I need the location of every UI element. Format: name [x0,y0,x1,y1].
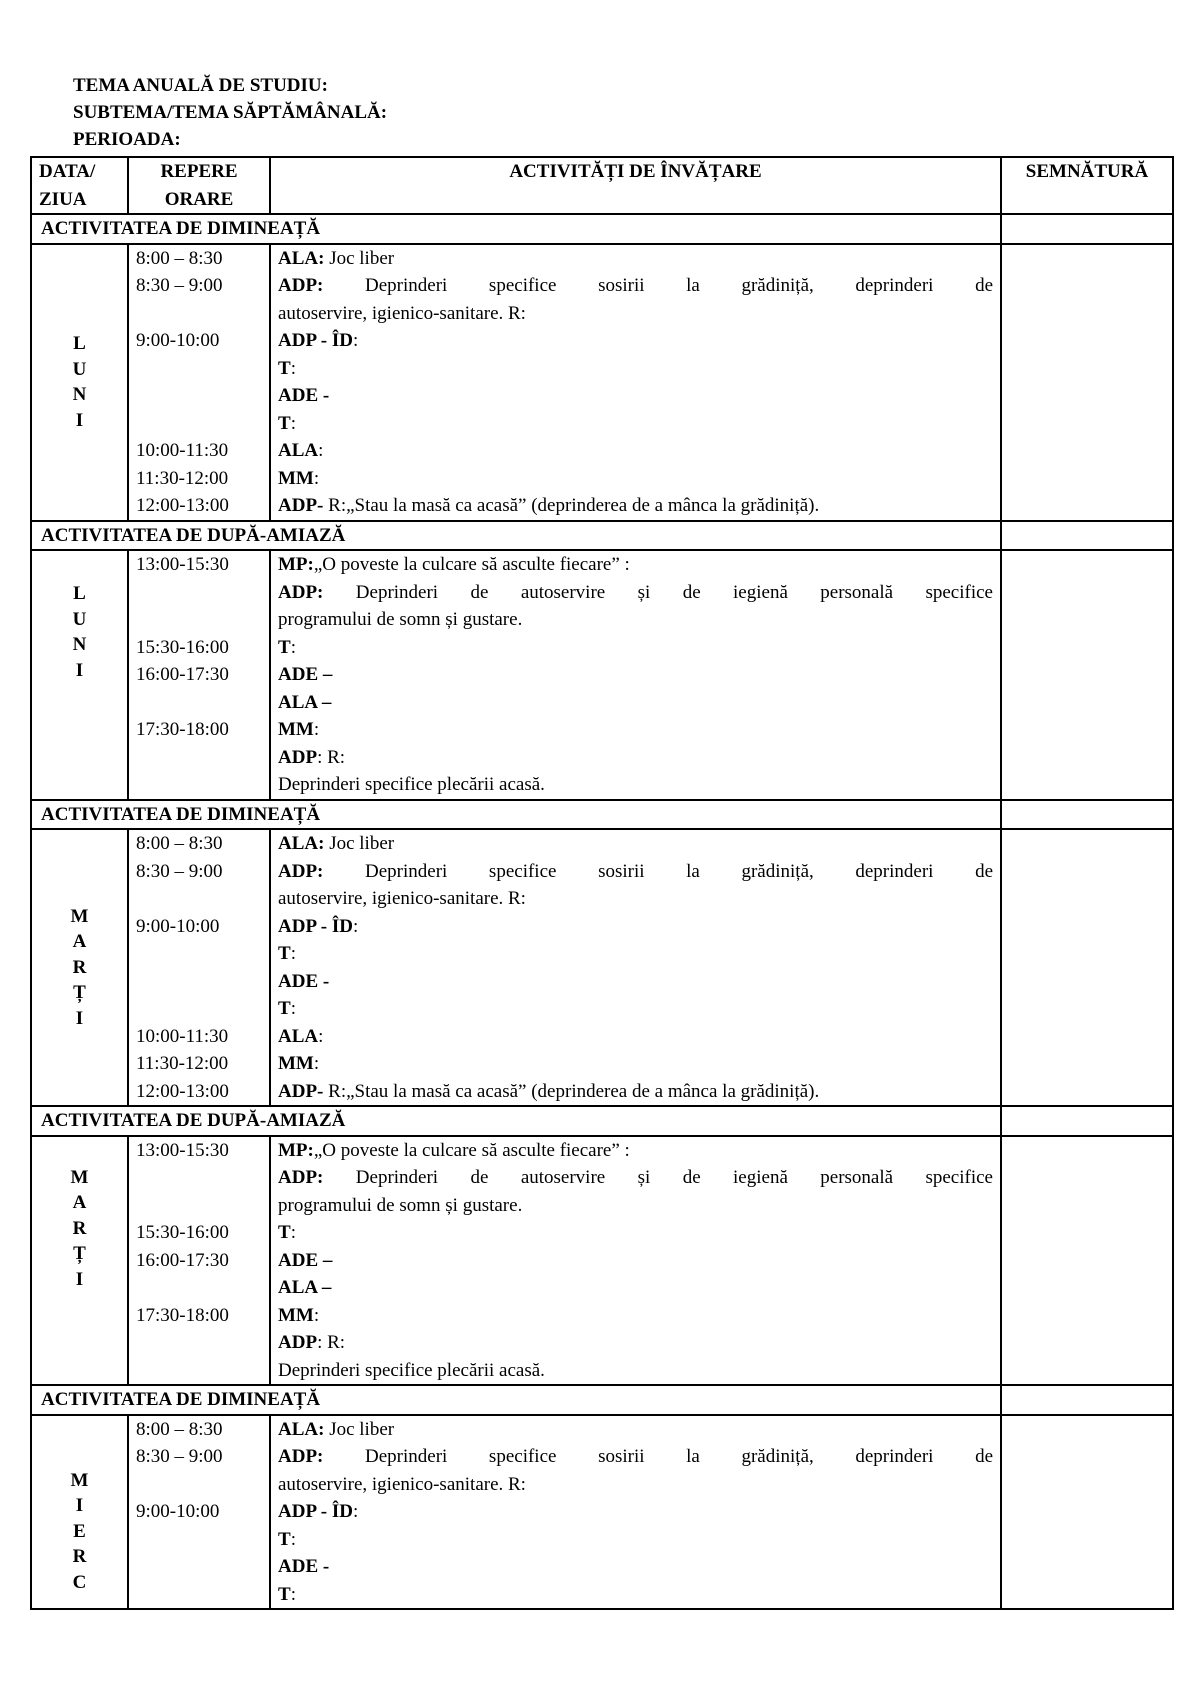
signature-cell[interactable] [1001,1136,1173,1386]
table-row [31,244,1173,521]
section-title: ACTIVITATEA DE DUPĂ-AMIAZĂ [31,1106,1001,1136]
signature-cell[interactable] [1001,550,1173,800]
section-row [31,800,1173,830]
schedule-table [30,156,1174,1610]
time-cell: 13:00-15:30 15:30-16:00 16:00-17:30 17:30-18:00 [128,1136,270,1386]
period-label: PERIOADA: [73,129,181,150]
annual-theme-label: TEMA ANUALĂ DE STUDIU: [73,75,328,96]
col-header-date: DATA/ ZIUA [31,157,128,214]
day-label: L U N I [31,244,128,521]
time-cell: 13:00-15:30 15:30-16:00 16:00-17:30 17:30-18:00 [128,550,270,800]
table-row [31,1415,1173,1610]
section-title: ACTIVITATEA DE DUPĂ-AMIAZĂ [31,521,1001,551]
signature-cell[interactable] [1001,829,1173,1106]
activities-cell: ALA: Joc liber ADP: Deprinderi specifice sosirii la grădiniță, deprinderi de autoservire, igienico-sanitare. R: ADP - ÎD: T: ADE - T: [270,1415,1001,1610]
col-header-time: REPERE ORARE [128,157,270,214]
section-row [31,1106,1173,1136]
section-title: ACTIVITATEA DE DIMINEAȚĂ [31,800,1001,830]
day-label: M A R Ț I [31,829,128,1106]
day-label: L U N I [31,550,128,800]
signature-cell[interactable] [1001,800,1173,830]
document-header [73,72,387,153]
subtheme-label: SUBTEMA/TEMA SĂPTĂMÂNALĂ: [73,102,388,123]
signature-cell[interactable] [1001,244,1173,521]
table-row [31,550,1173,800]
section-row [31,521,1173,551]
signature-cell[interactable] [1001,1106,1173,1136]
table-row [31,829,1173,1106]
table-row [31,1136,1173,1386]
table-header-row [31,157,1173,214]
signature-cell[interactable] [1001,214,1173,244]
day-label: M A R Ț I [31,1136,128,1386]
signature-cell[interactable] [1001,1385,1173,1415]
col-header-activities: ACTIVITĂȚI DE ÎNVĂȚARE [270,157,1001,214]
activities-cell: MP:„O poveste la culcare să asculte fiecare” : ADP: Deprinderi de autoservire și de iegienă personală specifice programului de somn și gustare. T: ADE – ALA – MM: ADP: R: Deprinderi specifice plecării acasă. [270,1136,1001,1386]
time-cell: 8:00 – 8:30 8:30 – 9:00 9:00-10:00 [128,1415,270,1610]
time-cell: 8:00 – 8:30 8:30 – 9:00 9:00-10:00 10:00-11:30 11:30-12:00 12:00-13:00 [128,829,270,1106]
activities-cell: ALA: Joc liber ADP: Deprinderi specifice sosirii la grădiniță, deprinderi de autoservire, igienico-sanitare. R: ADP - ÎD: T: ADE - T: ALA: MM: ADP- R:„Stau la masă ca acasă” (deprinderea de a mânca la grădiniță). [270,244,1001,521]
section-row [31,1385,1173,1415]
section-title: ACTIVITATEA DE DIMINEAȚĂ [31,214,1001,244]
col-header-signature: SEMNĂTURĂ [1001,157,1173,214]
time-cell: 8:00 – 8:30 8:30 – 9:00 9:00-10:00 10:00-11:30 11:30-12:00 12:00-13:00 [128,244,270,521]
signature-cell[interactable] [1001,1415,1173,1610]
section-row [31,214,1173,244]
section-title: ACTIVITATEA DE DIMINEAȚĂ [31,1385,1001,1415]
signature-cell[interactable] [1001,521,1173,551]
activities-cell: ALA: Joc liber ADP: Deprinderi specifice sosirii la grădiniță, deprinderi de autoservire, igienico-sanitare. R: ADP - ÎD: T: ADE - T: ALA: MM: ADP- R:„Stau la masă ca acasă” (deprinderea de a mânca la grădiniță). [270,829,1001,1106]
activities-cell: MP:„O poveste la culcare să asculte fiecare” : ADP: Deprinderi de autoservire și de iegienă personală specifice programului de somn și gustare. T: ADE – ALA – MM: ADP: R: Deprinderi specifice plecării acasă. [270,550,1001,800]
day-label: M I E R C [31,1415,128,1610]
